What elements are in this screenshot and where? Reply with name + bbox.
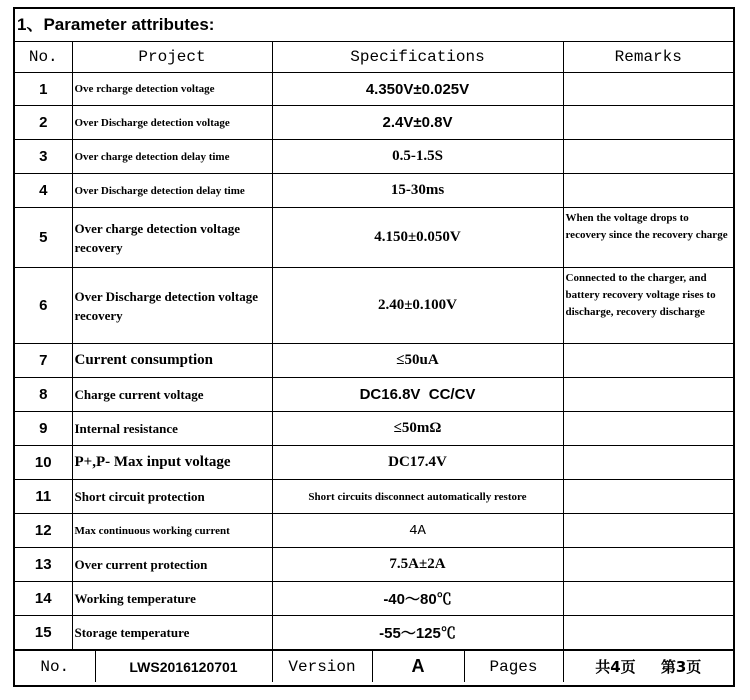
footer-pages-value: 共4页 第3页 <box>563 651 733 683</box>
table-row <box>15 106 733 140</box>
row-spec: -55～125℃ <box>272 616 563 650</box>
row-project: Over Discharge detection voltage <box>72 106 272 140</box>
footer-doc-number: LWS2016120701 <box>95 651 272 683</box>
row-remarks <box>563 616 733 650</box>
table-row <box>15 208 733 268</box>
row-remarks: Connected to the charger, and battery recovery voltage rises to discharge, recovery discharge <box>563 268 733 344</box>
row-number: 5 <box>15 208 72 268</box>
row-remarks <box>563 582 733 616</box>
table-row <box>15 446 733 480</box>
row-remarks <box>563 412 733 446</box>
row-spec: 4.350V±0.025V <box>272 73 563 106</box>
row-remarks: When the voltage drops to recovery since the recovery charge <box>563 208 733 268</box>
document-footer <box>15 650 733 682</box>
row-number: 4 <box>15 174 72 208</box>
row-spec: DC17.4V <box>272 446 563 480</box>
row-number: 14 <box>15 582 72 616</box>
row-spec: 2.4V±0.8V <box>272 106 563 140</box>
table-row <box>15 73 733 106</box>
header-no: No. <box>15 42 72 73</box>
row-number: 9 <box>15 412 72 446</box>
parameter-table <box>15 42 733 650</box>
row-spec: 15-30ms <box>272 174 563 208</box>
row-number: 3 <box>15 140 72 174</box>
table-row <box>15 616 733 650</box>
row-remarks <box>563 514 733 548</box>
row-remarks <box>563 174 733 208</box>
row-project: Over Discharge detection delay time <box>72 174 272 208</box>
row-remarks <box>563 140 733 174</box>
row-number: 6 <box>15 268 72 344</box>
row-spec: 7.5A±2A <box>272 548 563 582</box>
row-number: 10 <box>15 446 72 480</box>
row-remarks <box>563 548 733 582</box>
table-row <box>15 140 733 174</box>
row-spec: 0.5-1.5S <box>272 140 563 174</box>
row-number: 7 <box>15 344 72 378</box>
row-spec: DC16.8V CC/CV <box>272 378 563 412</box>
table-row <box>15 548 733 582</box>
row-project: Charge current voltage <box>72 378 272 412</box>
row-number: 15 <box>15 616 72 650</box>
header-specifications: Specifications <box>272 42 563 73</box>
row-spec: Short circuits disconnect automatically restore <box>272 480 563 514</box>
row-project: P+,P- Max input voltage <box>72 446 272 480</box>
row-project: Short circuit protection <box>72 480 272 514</box>
row-project: Over charge detection voltage recovery <box>72 208 272 268</box>
row-spec: -40～80℃ <box>272 582 563 616</box>
row-remarks <box>563 344 733 378</box>
table-row <box>15 378 733 412</box>
row-project: Over Discharge detection voltage recovery <box>72 268 272 344</box>
row-project: Over charge detection delay time <box>72 140 272 174</box>
row-number: 13 <box>15 548 72 582</box>
row-remarks <box>563 106 733 140</box>
row-spec: ≤50uA <box>272 344 563 378</box>
row-remarks <box>563 73 733 106</box>
table-header-row <box>15 42 733 73</box>
row-number: 1 <box>15 73 72 106</box>
row-spec: ≤50mΩ <box>272 412 563 446</box>
row-project: Current consumption <box>72 344 272 378</box>
header-remarks: Remarks <box>563 42 733 73</box>
table-row <box>15 480 733 514</box>
row-spec: 2.40±0.100V <box>272 268 563 344</box>
table-row <box>15 582 733 616</box>
footer-no-label: No. <box>15 651 95 683</box>
table-row <box>15 174 733 208</box>
table-row <box>15 268 733 344</box>
row-number: 11 <box>15 480 72 514</box>
row-remarks <box>563 446 733 480</box>
row-project: Storage temperature <box>72 616 272 650</box>
footer-pages-label: Pages <box>464 651 563 683</box>
row-spec: 4A <box>272 514 563 548</box>
row-project: Working temperature <box>72 582 272 616</box>
header-project: Project <box>72 42 272 73</box>
row-spec: 4.150±0.050V <box>272 208 563 268</box>
row-number: 8 <box>15 378 72 412</box>
row-remarks <box>563 480 733 514</box>
row-remarks <box>563 378 733 412</box>
row-project: Over current protection <box>72 548 272 582</box>
table-row <box>15 344 733 378</box>
footer-version-value: A <box>372 651 464 683</box>
section-title: 1、Parameter attributes: <box>15 9 733 42</box>
table-row <box>15 412 733 446</box>
footer-version-label: Version <box>272 651 372 683</box>
row-project: Internal resistance <box>72 412 272 446</box>
row-project: Max continuous working current <box>72 514 272 548</box>
table-row <box>15 514 733 548</box>
row-number: 12 <box>15 514 72 548</box>
row-project: Ove rcharge detection voltage <box>72 73 272 106</box>
row-number: 2 <box>15 106 72 140</box>
parameter-document <box>13 7 735 687</box>
